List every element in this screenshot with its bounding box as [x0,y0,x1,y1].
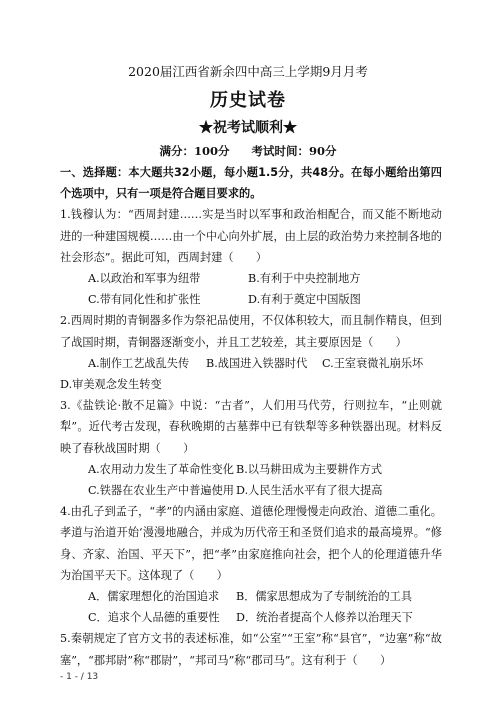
question-1-options-row-1 [60,268,442,289]
question-4-options-row-2 [60,607,442,628]
subject-title: 历史试卷 [210,90,286,111]
question-2-stem: 2.西周时期的青铜器多作为祭祀品使用，不仅体积较大，而且制作精良，但到了战国时期，青铜器逐渐变小，并且工艺较差，其主要原因是（ ） [60,314,442,349]
question-1-stem: 1.钱穆认为：“西周封建……实是当时以军事和政治相配合，而又能不断地动进的一种建国规模……由一个中心向外扩展，由上层的政治势力来控制各地的社会形态”。据此可知，西周封建（ ） [60,208,442,264]
question-2-option-d: D.审美观念发生转变 [60,378,162,392]
exam-title: 2020届江西省新余四中高三上学期9月月考 [128,64,368,79]
question-3-options-row-1 [60,459,442,480]
question-2-option-a: A.制作工艺战乱失传 [88,356,190,370]
question-2-option-c: C.王室衰微礼崩乐坏 [322,356,424,370]
question-5-stem: 5.秦朝规定了官方文书的表述标准，如“公室”“王室”称“县官”，“边塞”称“故塞”，“郡邦尉”称“郡尉”，“邦司马”称“郡司马”。这有利于（ ） [60,632,442,667]
question-3-option-b: B.以马耕田成为主要耕作方式 [236,462,383,476]
question-4-stem: 4.由孔子到孟子，“孝”的内涵由家庭、道德伦理慢慢走向政治、道德二重化。孝道与治道开始‘漫漫地融合，并成为历代帝王和圣贤们追求的最高境界。“修身、齐家、治国、平天下”，把“孝”由家庭推向社会，把个人的伦理道德升华为治国平天下。这体现了（ ） [60,505,442,582]
exam-time: 考试时间：90分 [251,144,337,158]
question-4-options-row-1 [60,586,442,607]
score-time-line [0,143,496,159]
question-2-option-b: B.战国进入铁器时代 [206,356,308,370]
question-2-options-row [60,353,442,374]
section-instructions: 一、选择题：本大题共32小题，每小题1.5分，共48分。在每小题给出第四个选项中，只有一项是符合题目要求的。 [60,166,442,201]
full-score: 满分：100分 [159,144,230,158]
question-4-option-a: A．儒家理想化的治国追求 [88,590,220,604]
question-3-option-a: A.农用动力发生了革命性变化 [88,462,234,476]
wish-line: ★祝考试顺利★ [199,120,297,136]
question-4-option-b: B．儒家思想成为了专制统治的工具 [236,590,413,604]
question-1-options-row-2 [60,289,442,310]
question-3-option-c: C.铁器在农业生产中普遍使用 [88,484,234,498]
question-3-stem: 3.《盐铁论·散不足篇》中说：“古者”，人们用马代劳，行则拉车，“止则就犁”。近代考古发现，春秋晚期的古墓葬中已有铁犁等多种铁器出现。材料反映了春秋战国时期（ ） [60,399,442,455]
question-body [60,162,442,671]
question-4-option-d: D．统治者提高个人修养以治理天下 [236,611,413,625]
question-1-option-d: D.有利于奠定中国版图 [248,293,361,307]
question-1-option-c: C.带有同化性和扩张性 [88,293,201,307]
page-number: - 1 - / 13 [60,672,99,682]
question-3-options-row-2 [60,480,442,501]
question-1-option-a: A.以政治和军事为纽带 [88,272,201,286]
question-3-option-d: D.人民生活水平有了很大提高 [236,484,383,498]
question-1-option-b: B.有利于中央控制地方 [248,272,361,286]
question-4-option-c: C．追求个人品德的重要性 [88,611,220,625]
